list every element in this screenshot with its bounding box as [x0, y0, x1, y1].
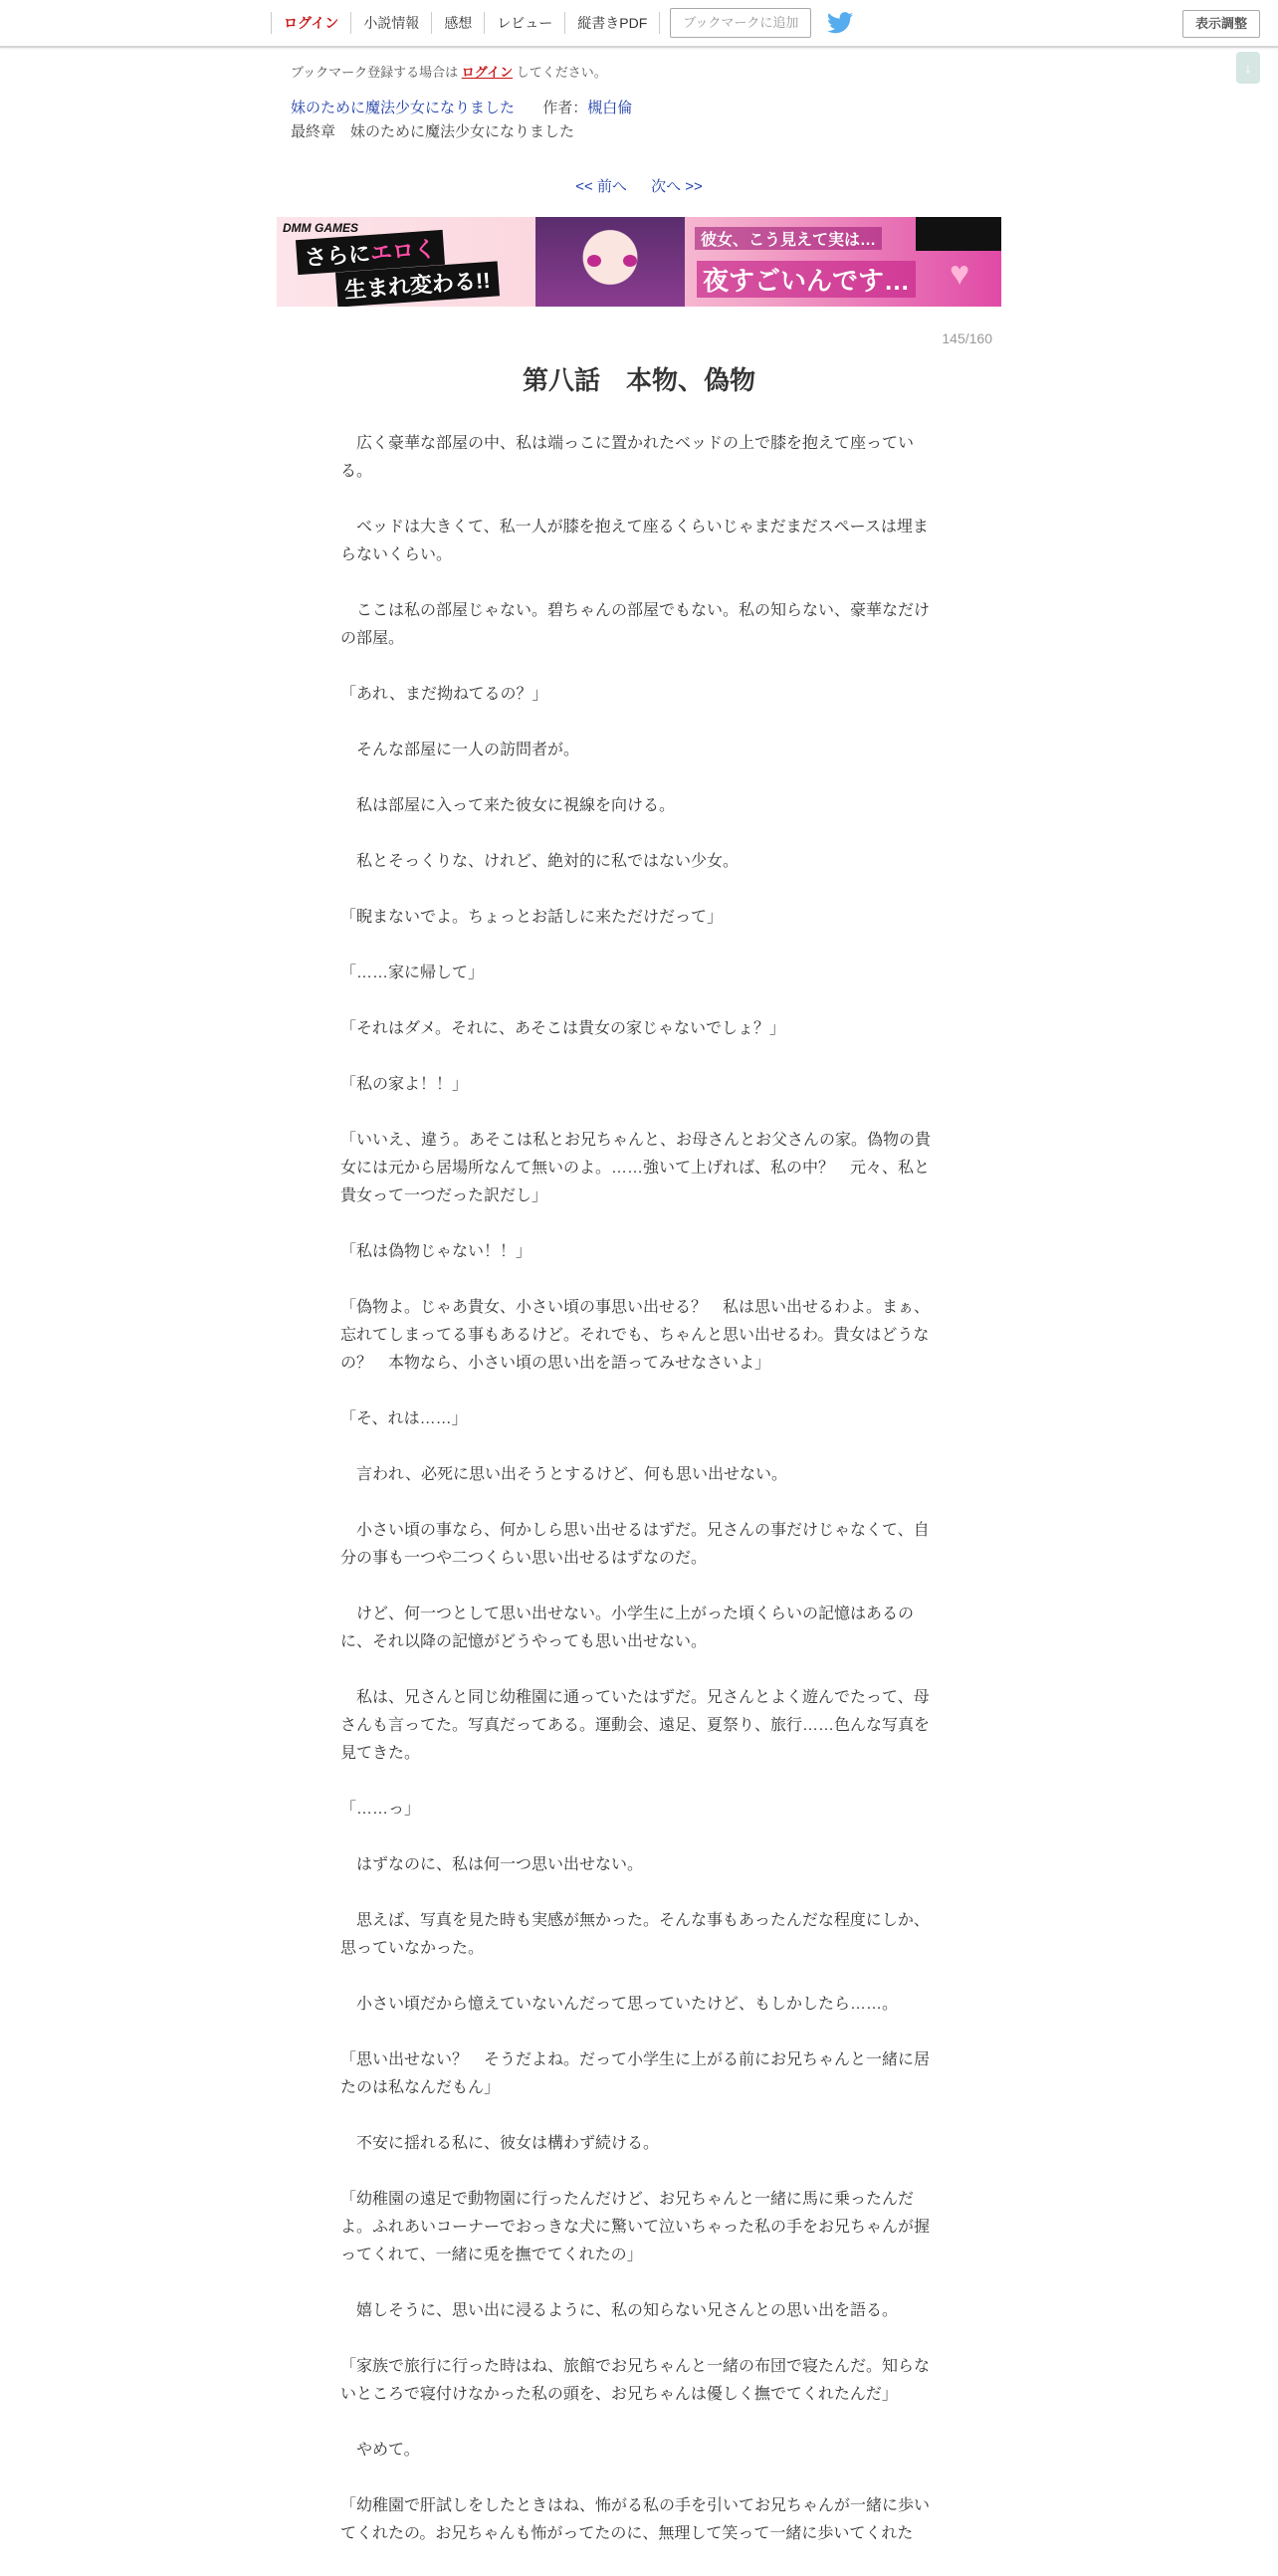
- body-paragraph: 「睨まないでよ。ちょっとお話しに来ただけだって」: [340, 909, 724, 926]
- banner-slogan-bottom: 生まれ変わる!!: [335, 261, 500, 307]
- body-paragraph: ベッドは大きくて、私一人が膝を抱えて座るくらいじゃまだまだスペースは埋まらないくらい。: [340, 519, 929, 563]
- bm-note-after: してください。: [516, 65, 607, 80]
- bm-note-before: ブックマーク登録する場合は: [291, 65, 459, 80]
- banner-slogan-a: さらに: [304, 241, 371, 271]
- body-paragraph: そんな部屋に一人の訪問者が。: [340, 742, 580, 758]
- page-counter: 145/160: [942, 330, 992, 346]
- prev-page-link[interactable]: << 前へ: [575, 178, 627, 195]
- banner-hint-text: 彼女、こう見えて実は…: [695, 227, 882, 250]
- body-paragraph: 嬉しそうに、思い出に浸るように、私の知らない兄さんとの思い出を語る。: [340, 2302, 899, 2319]
- body-paragraph: 私とそっくりな、けれど、絶対的に私ではない少女。: [340, 853, 740, 870]
- top-nav-bar: [0, 0, 1278, 48]
- login-link[interactable]: ログイン: [271, 12, 350, 34]
- body-paragraph: 「そ、れは……」: [340, 1410, 468, 1427]
- heart-icon: ♥: [950, 255, 970, 293]
- banner-brand: DMM GAMES: [283, 221, 358, 235]
- bookmark-add-button[interactable]: ブックマークに追加: [670, 8, 811, 38]
- body-paragraph: 不安に揺れる私に、彼女は構わず続ける。: [340, 2135, 660, 2152]
- chapter-body: [340, 430, 938, 2576]
- body-paragraph: 「……家に帰して」: [340, 965, 485, 981]
- body-paragraph: はずなのに、私は何一つ思い出せない。: [340, 1856, 644, 1873]
- body-paragraph: 「あれ、まだ拗ねてるの？」: [340, 686, 548, 703]
- body-paragraph: 私は、兄さんと同じ幼稚園に通っていたはずだ。兄さんとよく遊んでたって、母さんも言ってた。写真だってある。運動会、遠足、夏祭り、旅行……色んな写真を見てきた。: [340, 1689, 931, 1762]
- body-paragraph: 小さい頃だから憶えていないんだって思っていたけど、もしかしたら……。: [340, 1996, 899, 2013]
- body-paragraph: 「偽物よ。じゃあ貴女、小さい頃の事思い出せる？ 私は思い出せるわよ。まぁ、忘れてしまってる事もあるけど。それでも、ちゃんと思い出せるわ。貴女はどうなの？ 本物なら、小さい頃の思い出を語ってみせなさいよ」: [340, 1299, 931, 1372]
- novel-info-link[interactable]: 小説情報: [350, 12, 431, 34]
- novel-title-link[interactable]: 妹のために魔法少女になりました: [291, 100, 516, 116]
- banner-character-eye: [587, 255, 601, 267]
- body-paragraph: 「それはダメ。それに、あそこは貴女の家じゃないでしょ？」: [340, 1020, 786, 1037]
- nav-links: [271, 0, 853, 46]
- body-paragraph: ここは私の部屋じゃない。碧ちゃんの部屋でもない。私の知らない、豪華なだけの部屋。: [340, 602, 931, 647]
- body-paragraph: 広く豪華な部屋の中、私は端っこに置かれたベッドの上で膝を抱えて座っている。: [340, 435, 915, 480]
- latest-chapter-label: 最終章 妹のために魔法少女になりました: [291, 123, 575, 140]
- banner-character-eye: [623, 255, 637, 267]
- banner-character-image: [535, 217, 685, 307]
- next-page-link[interactable]: 次へ >>: [651, 178, 703, 195]
- pager: [0, 175, 1278, 196]
- banner-slogan-pink: エロく: [369, 236, 437, 266]
- body-paragraph: 「思い出せない？ そうだよね。だって小学生に上がる前にお兄ちゃんと一緒に居たのは私なんだもん」: [340, 2051, 931, 2096]
- body-paragraph: 「いいえ、違う。あそこは私とお兄ちゃんと、お母さんとお父さんの家。偽物の貴女には元から居場所なんて無いのよ。……強いて上げれば、私の中？ 元々、私と貴女って一つだった訳だし」: [340, 1132, 931, 1204]
- body-paragraph: 「……っ」: [340, 1801, 421, 1818]
- chapter-title: 第八話 本物、偽物: [522, 365, 755, 395]
- display-settings-button[interactable]: 表示調整: [1182, 10, 1260, 38]
- body-paragraph: 小さい頃の事なら、何かしら思い出せるはずだ。兄さんの事だけじゃなくて、自分の事も一つや二つくらい思い出せるはずなのだ。: [340, 1522, 930, 1567]
- body-paragraph: 「私の家よ！！」: [340, 1076, 469, 1093]
- novel-info-line: [291, 97, 632, 117]
- twitter-icon[interactable]: [827, 12, 853, 34]
- body-paragraph: 言われ、必死に思い出そうとするけど、何も思い出せない。: [340, 1466, 787, 1483]
- bm-note-login-link[interactable]: ログイン: [461, 65, 514, 80]
- body-paragraph: 「幼稚園の遠足で動物園に行ったんだけど、お兄ちゃんと一緒に馬に乗ったんだよ。ふれあいコーナーでおっきな犬に驚いて泣いちゃった私の手をお兄ちゃんが握ってくれて、一緒に兎を撫でてくれたの」: [340, 2191, 931, 2263]
- body-paragraph: 「幼稚園で肝試しをしたときはね、怖がる私の手を引いてお兄ちゃんが一緒に歩いてくれたの。お兄ちゃんも怖がってたのに、無理して笑って一緒に歩いてくれた: [340, 2497, 931, 2542]
- scroll-down-button[interactable]: ↓: [1236, 52, 1260, 84]
- banner-catch-text: 夜すごいんです…: [697, 261, 916, 298]
- body-paragraph: けど、何一つとして思い出せない。小学生に上がった頃くらいの記憶はあるのに、それ以降の記憶がどうやっても思い出せない。: [340, 1606, 915, 1650]
- body-paragraph: 思えば、写真を見た時も実感が無かった。そんな事もあったんだな程度にしか、思っていなかった。: [340, 1912, 930, 1957]
- author-link[interactable]: 槻白倫: [587, 100, 633, 116]
- banner-game-logo: [916, 217, 1001, 251]
- body-paragraph: 「家族で旅行に行った時はね、旅館でお兄ちゃんと一緒の布団で寝たんだ。知らないところで寝付けなかった私の頭を、お兄ちゃんは優しく撫でてくれたんだ」: [340, 2358, 931, 2403]
- bookmark-login-note: [291, 62, 607, 81]
- review-link[interactable]: レビュー: [484, 12, 564, 34]
- vertical-pdf-link[interactable]: 縦書きPDF: [564, 12, 660, 34]
- ad-banner[interactable]: [277, 217, 1001, 307]
- impressions-link[interactable]: 感想: [431, 12, 484, 34]
- body-paragraph: 「私は偽物じゃない！！」: [340, 1243, 532, 1260]
- body-paragraph: 私は部屋に入って来た彼女に視線を向ける。: [340, 797, 676, 814]
- body-paragraph: やめて。: [340, 2442, 420, 2459]
- author-label: 作者：: [542, 100, 588, 116]
